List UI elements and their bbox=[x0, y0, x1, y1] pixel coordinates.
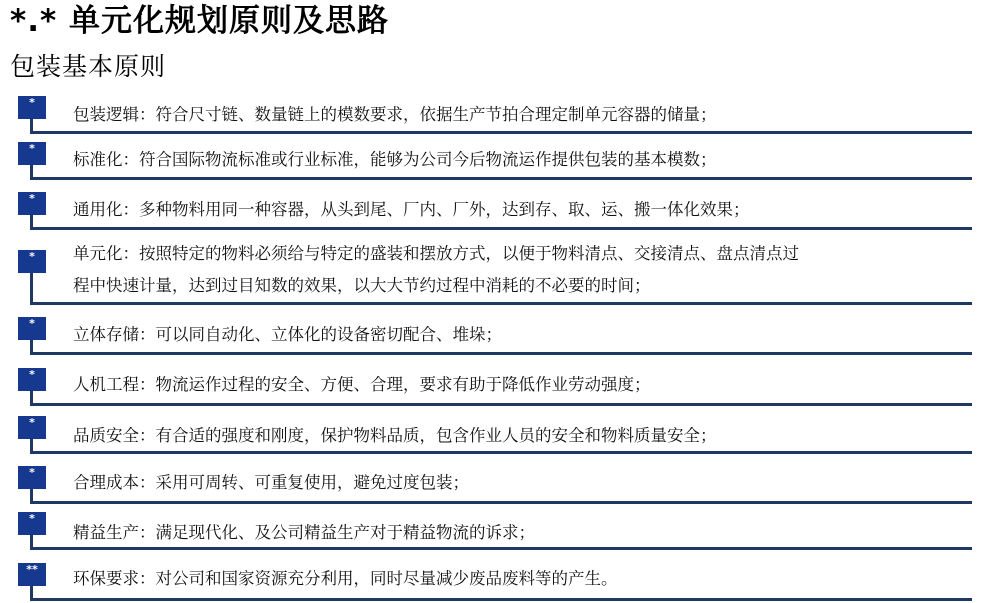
bullet-badge: * bbox=[18, 192, 46, 215]
list-item bbox=[0, 510, 1004, 550]
bullet-badge: ** bbox=[18, 563, 46, 586]
list-item bbox=[0, 561, 1004, 601]
list-item bbox=[0, 464, 1004, 504]
section-subtitle: 包装基本原则 bbox=[10, 52, 167, 81]
bullet-badge: * bbox=[18, 466, 46, 489]
bullet-badge: * bbox=[18, 142, 46, 165]
list-item bbox=[0, 140, 1004, 180]
principle-text: 人机工程：物流运作过程的安全、方便、合理，要求有助于降低作业劳动强度； bbox=[73, 375, 651, 394]
list-item bbox=[0, 94, 1004, 134]
bullet-badge: * bbox=[18, 96, 46, 119]
list-item bbox=[0, 366, 1004, 406]
item-divider bbox=[30, 131, 972, 134]
principle-text: 品质安全：有合适的强度和刚度，保护物料品质，包含作业人员的安全和物料质量安全； bbox=[73, 426, 717, 445]
principle-text: 立体存储：可以同自动化、立体化的设备密切配合、堆垛； bbox=[73, 325, 502, 344]
item-divider bbox=[30, 302, 972, 305]
list-item bbox=[0, 414, 1004, 454]
list-item bbox=[0, 236, 1004, 305]
bullet-badge: * bbox=[18, 317, 46, 340]
principle-text: 包装逻辑：符合尺寸链、数量链上的模数要求，依据生产节拍合理定制单元容器的储量； bbox=[73, 105, 717, 124]
principle-text: 精益生产：满足现代化、及公司精益生产对于精益物流的诉求； bbox=[73, 523, 535, 542]
principle-text: 环保要求：对公司和国家资源充分利用，同时尽量减少废品废料等的产生。 bbox=[73, 569, 618, 588]
principle-text: 标准化：符合国际物流标准或行业标准，能够为公司今后物流运作提供包装的基本模数； bbox=[73, 150, 717, 169]
bullet-badge: * bbox=[18, 368, 46, 391]
bullet-badge: * bbox=[18, 512, 46, 535]
item-divider-stub bbox=[30, 273, 33, 305]
page-title: *.* 单元化规划原则及思路 bbox=[10, 3, 389, 39]
item-divider bbox=[30, 403, 972, 406]
bullet-badge: * bbox=[18, 416, 46, 439]
item-divider bbox=[30, 598, 972, 601]
item-divider bbox=[30, 451, 972, 454]
bullet-badge: * bbox=[18, 250, 46, 273]
item-divider bbox=[30, 177, 972, 180]
principle-text: 合理成本：采用可周转、可重复使用，避免过度包装； bbox=[73, 473, 469, 492]
item-divider bbox=[30, 352, 972, 355]
principle-text-continued: 程中快速计量，达到过目知数的效果，以大大节约过程中消耗的不必要的时间； bbox=[73, 276, 651, 295]
list-item bbox=[0, 190, 1004, 230]
item-divider bbox=[30, 501, 972, 504]
item-divider bbox=[30, 547, 972, 550]
item-divider bbox=[30, 227, 972, 230]
list-item bbox=[0, 315, 1004, 355]
principle-text: 单元化：按照特定的物料必须给与特定的盛装和摆放方式，以便于物料清点、交接清点、盘点清点过 bbox=[73, 244, 799, 263]
principle-text: 通用化：多种物料用同一种容器，从头到尾、厂内、厂外，达到存、取、运、搬一体化效果； bbox=[73, 200, 750, 219]
